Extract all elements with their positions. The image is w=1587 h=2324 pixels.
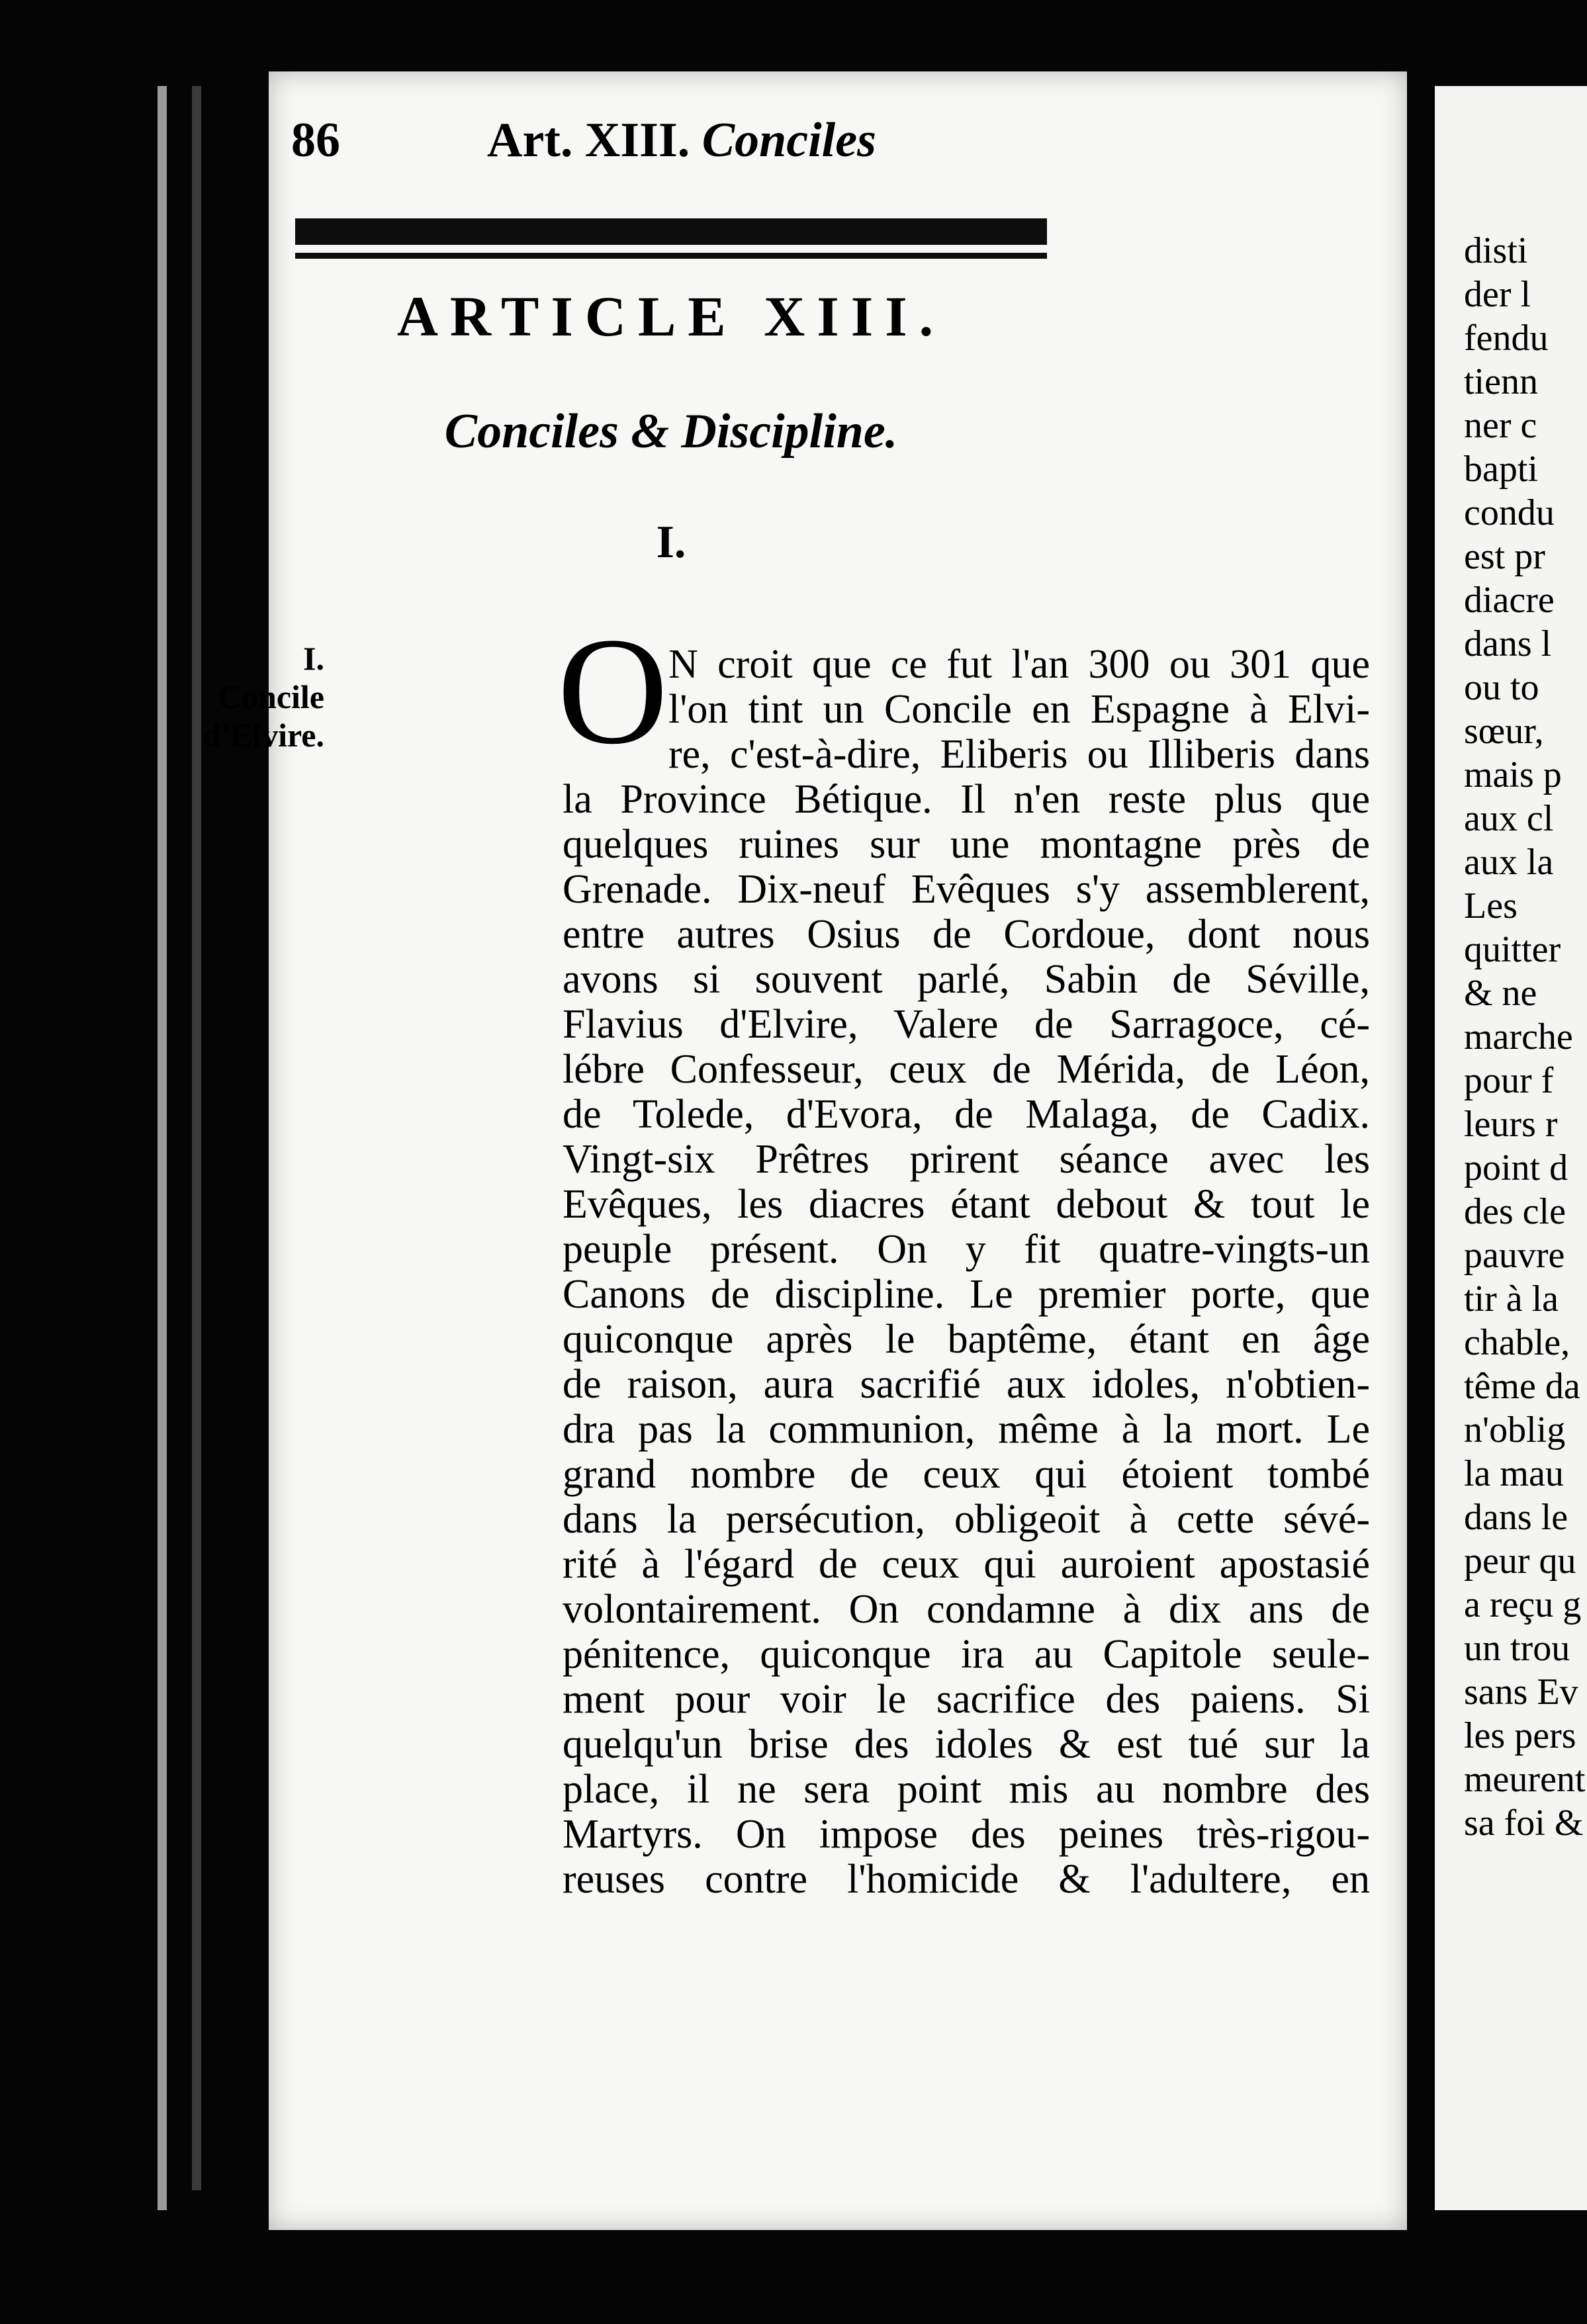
body-line: reuses contre l'homicide & l'adultere, en	[563, 1857, 1370, 1902]
body-line: ment pour voir le sacrifice des paiens. Si	[563, 1677, 1370, 1722]
facing-line: ner c	[1464, 405, 1537, 446]
facing-line: dans le	[1464, 1497, 1568, 1538]
body-line: quelqu'un brise des idoles & est tué sur la	[563, 1722, 1370, 1767]
section-number: I.	[656, 517, 686, 568]
binding-edge-left	[158, 86, 167, 2210]
body-line: l'on tint un Concile en Espagne à Elvi-	[668, 687, 1370, 732]
marginal-note	[119, 639, 324, 754]
facing-line: quitter	[1464, 929, 1561, 970]
facing-line: sœur,	[1464, 711, 1544, 752]
header-rule-thin	[295, 253, 1047, 259]
body-line: dans la persécution, obligeoit à cette sévé-	[563, 1497, 1370, 1542]
body-line: Martyrs. On impose des peines très-rigou-	[563, 1812, 1370, 1857]
body-line: volontairement. On condamne à dix ans de	[563, 1587, 1370, 1632]
article-subtitle: Conciles & Discipline.	[444, 404, 898, 459]
facing-line: tême da	[1464, 1366, 1580, 1407]
facing-line: pauvre	[1464, 1235, 1565, 1276]
facing-line: la mau	[1464, 1453, 1564, 1494]
body-line: entre autres Osius de Cordoue, dont nous	[563, 912, 1370, 957]
facing-line: diacre	[1464, 580, 1555, 621]
facing-line: sa foi &	[1464, 1803, 1584, 1844]
binding-edge-inner	[192, 86, 201, 2190]
body-line: quelques ruines sur une montagne près de	[563, 822, 1370, 867]
body-line: de Tolede, d'Evora, de Malaga, de Cadix.	[563, 1092, 1370, 1137]
facing-line: point d	[1464, 1147, 1568, 1188]
running-title-italic: Conciles	[702, 113, 876, 167]
marginal-note-line: I.	[303, 640, 324, 677]
body-line: rité à l'égard de ceux qui auroient apostasié	[563, 1542, 1370, 1587]
page-number: 86	[291, 113, 340, 167]
body-line: avons si souvent parlé, Sabin de Séville,	[563, 957, 1370, 1002]
body-line: quiconque après le baptême, étant en âge	[563, 1317, 1370, 1362]
facing-line: chable,	[1464, 1322, 1570, 1363]
facing-line: mais p	[1464, 754, 1562, 795]
facing-line: sans Ev	[1464, 1672, 1578, 1713]
body-line: Flavius d'Elvire, Valere de Sarragoce, cé-	[563, 1002, 1370, 1047]
facing-line: fendu	[1464, 318, 1549, 359]
header-rule-thick	[295, 218, 1047, 245]
running-title	[487, 112, 876, 169]
body-text	[563, 642, 1370, 1902]
facing-line: bapti	[1464, 449, 1538, 490]
facing-line: leurs r	[1464, 1104, 1558, 1145]
drop-cap: O	[557, 606, 668, 776]
facing-line: der l	[1464, 274, 1531, 315]
facing-line: dans l	[1464, 623, 1552, 664]
facing-line: tir à la	[1464, 1278, 1559, 1319]
article-title: ARTICLE XIII.	[396, 285, 946, 348]
body-line: Grenade. Dix-neuf Evêques s'y assemblerent,	[563, 867, 1370, 912]
facing-line: un trou	[1464, 1628, 1570, 1669]
facing-line: pour f	[1464, 1060, 1554, 1101]
facing-line: peur qu	[1464, 1541, 1576, 1582]
body-line: Vingt-six Prêtres prirent séance avec les	[563, 1137, 1370, 1182]
facing-line: & ne	[1464, 973, 1537, 1014]
facing-line: meurent	[1464, 1759, 1586, 1800]
body-line: place, il ne sera point mis au nombre des	[563, 1767, 1370, 1812]
marginal-note-line: d'Elvire.	[203, 717, 324, 754]
body-line: pénitence, quiconque ira au Capitole seule-	[563, 1632, 1370, 1677]
facing-line: est pr	[1464, 536, 1545, 577]
body-line: Evêques, les diacres étant debout & tout le	[563, 1182, 1370, 1227]
body-line: grand nombre de ceux qui étoient tombé	[563, 1452, 1370, 1497]
body-line: N croit que ce fut l'an 300 ou 301 que	[668, 642, 1370, 687]
facing-page-text	[1464, 229, 1587, 1845]
facing-line: des cle	[1464, 1191, 1566, 1232]
facing-line: tienn	[1464, 361, 1538, 402]
running-title-article: Art. XIII.	[487, 113, 690, 167]
body-line: de raison, aura sacrifié aux idoles, n'obtien-	[563, 1362, 1370, 1407]
facing-line: n'oblig	[1464, 1409, 1566, 1451]
body-line: re, c'est-à-dire, Eliberis ou Illiberis dans	[668, 732, 1370, 777]
facing-line: marche	[1464, 1016, 1573, 1057]
facing-line: aux cl	[1464, 798, 1554, 839]
facing-line: Les	[1464, 885, 1518, 926]
body-line: lébre Confesseur, ceux de Mérida, de Léon,	[563, 1047, 1370, 1092]
facing-line: aux la	[1464, 842, 1554, 883]
body-line: peuple présent. On y fit quatre-vingts-un	[563, 1227, 1370, 1272]
facing-line: ou to	[1464, 667, 1539, 708]
facing-line: disti	[1464, 230, 1528, 271]
facing-line: condu	[1464, 492, 1555, 533]
body-line: la Province Bétique. Il n'en reste plus que	[563, 777, 1370, 822]
facing-line: a reçu g	[1464, 1584, 1582, 1625]
marginal-note-line: Concile	[217, 678, 324, 715]
facing-line: les pers	[1464, 1715, 1576, 1756]
body-line: Canons de discipline. Le premier porte, que	[563, 1272, 1370, 1317]
body-line: dra pas la communion, même à la mort. Le	[563, 1407, 1370, 1452]
